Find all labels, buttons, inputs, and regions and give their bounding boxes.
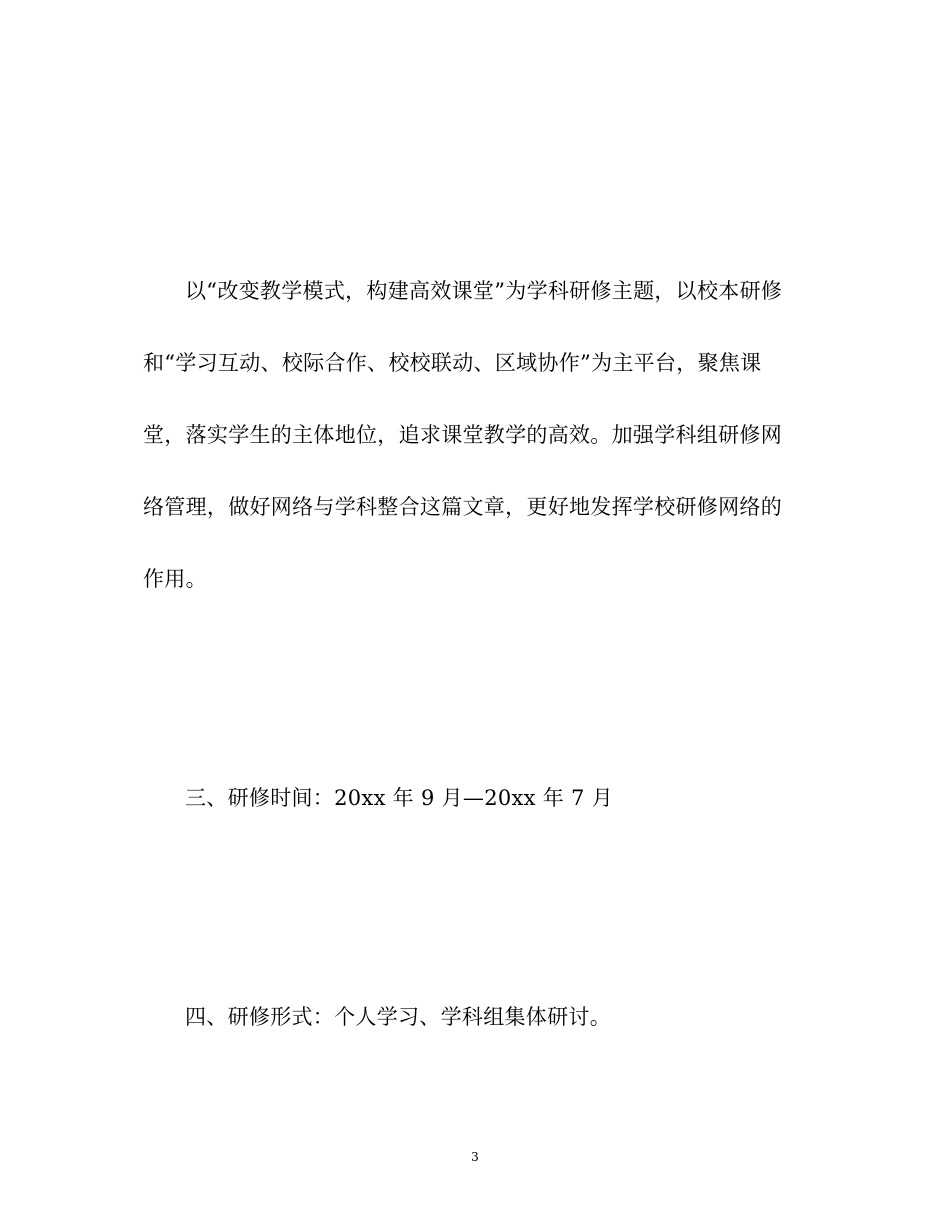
paragraph-line: 以“改变教学模式，构建高效课堂”为学科研修主题，以校本研修 xyxy=(185,279,783,303)
section-heading-research-time: 三、研修时间：20xx 年 9 月—20xx 年 7 月 xyxy=(185,786,613,810)
paragraph-line: 作用。 xyxy=(143,567,207,591)
paragraph-line: 和“学习互动、校际合作、校校联动、区域协作”为主平台，聚焦课 xyxy=(143,351,762,375)
section-heading-research-form: 四、研修形式：个人学习、学科组集体研讨。 xyxy=(185,1005,611,1029)
page-number: 3 xyxy=(471,1150,479,1164)
paragraph-line: 络管理，做好网络与学科整合这篇文章，更好地发挥学校研修网络的 xyxy=(143,495,782,519)
paragraph-line: 堂，落实学生的主体地位，追求课堂教学的高效。加强学科组研修网 xyxy=(143,423,782,447)
